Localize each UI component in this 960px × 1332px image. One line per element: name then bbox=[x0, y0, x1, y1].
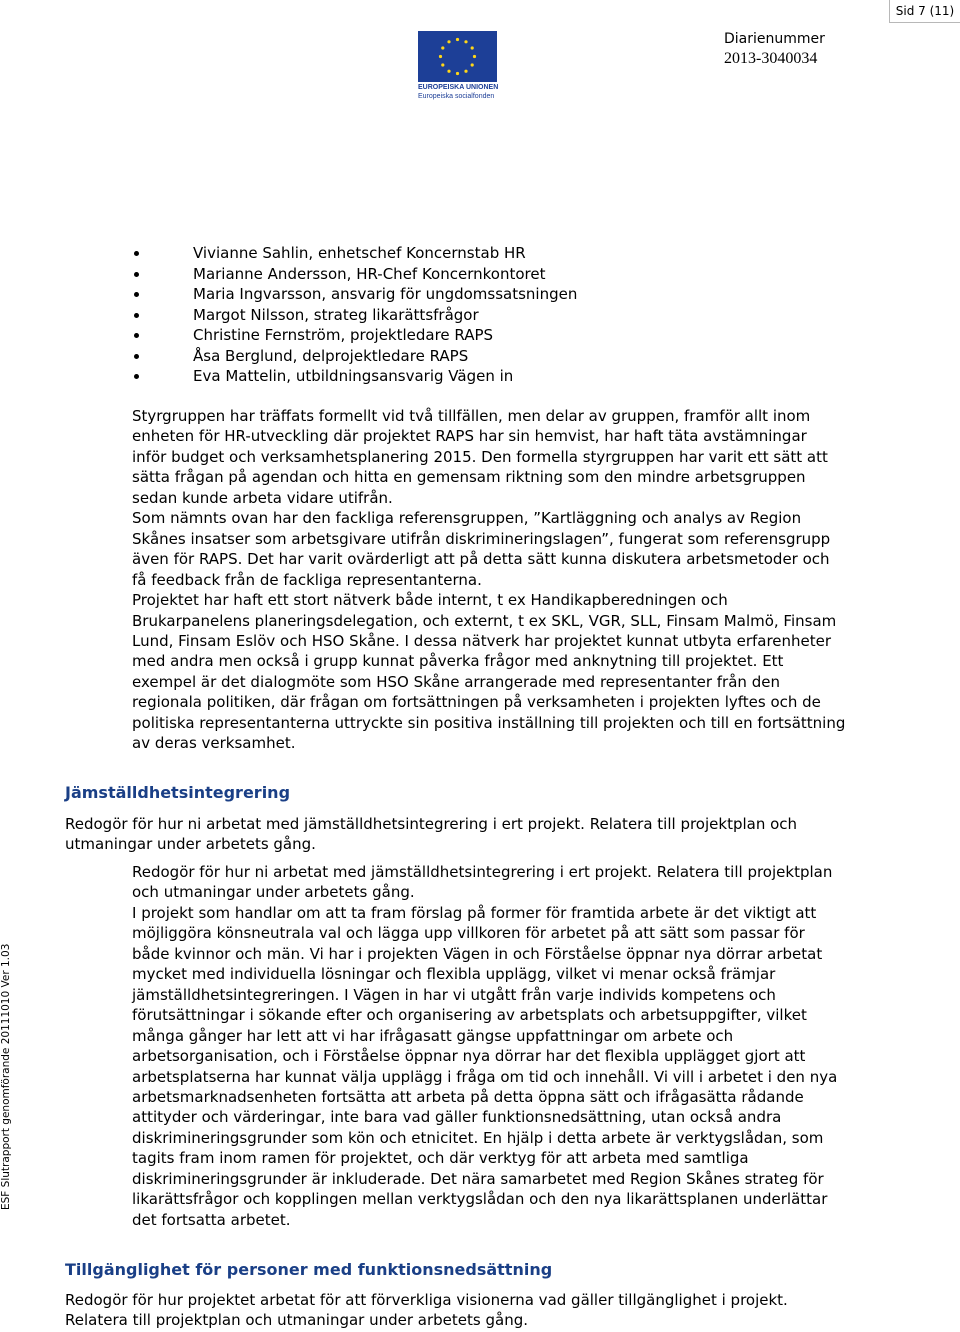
text-line: arbetsplatserna har kunnat välja upplägg i fråga om tid och innehåll. Vi vill i arbetet i den nya bbox=[132, 1067, 838, 1086]
bullet-icon bbox=[134, 354, 139, 359]
text-line: sätta frågan på agendan och hitta en gemensam riktning som den mindre arbetsgruppen bbox=[132, 468, 806, 487]
text-line: attityder och värderingar, inte bara vad gäller funktionsnedsättning, utan också andra bbox=[132, 1108, 782, 1127]
text-line: arbetsorganisation, och i Förståelse öppnar nya dörrar har det flexibla upplägget gjort att bbox=[132, 1047, 806, 1066]
list-item: Åsa Berglund, delprojektledare RAPS bbox=[132, 346, 577, 367]
text-line: arbetsmarknadsenheten fortsätta att arbeta på detta öppna sätt och ifrågasätta rådande bbox=[132, 1087, 804, 1106]
bullet-icon bbox=[134, 272, 139, 277]
list-item: Margot Nilsson, strateg likarättsfrågor bbox=[132, 305, 577, 326]
text-line: Brukarpanelens planeringsdelegation, och externt, t ex SKL, VGR, SLL, Finsam Malmö, Finsam bbox=[132, 611, 837, 630]
text-line: mycket med individuella lösningar och flexibla upplägg, vilket vi menar också främjar bbox=[132, 965, 776, 984]
text-line: politiska representanterna uttryckte sin positiva inställning till projekten och till en fortsättning bbox=[132, 713, 846, 732]
text-line: Redogör för hur ni arbetat med jämställdhetsintegrering i ert projekt. Relatera till projektplan och bbox=[65, 815, 798, 833]
eu-logo bbox=[418, 31, 498, 103]
text-line: förutsättningar i sökande efter och organisering av arbetsplats och arbetsuppgifter, vilket bbox=[132, 1006, 807, 1025]
text-line: Lund, Finsam Eslöv och HSO Skåne. I dessa nätverk har projektet kunnat utbyta erfarenheter bbox=[132, 631, 832, 650]
text-line: och utmaningar under arbetets gång. bbox=[132, 883, 415, 902]
list-item: Maria Ingvarsson, ansvarig för ungdomssatsningen bbox=[132, 284, 577, 305]
text-line: I projekt som handlar om att ta fram förslag på former för framtida arbete är det viktigt att bbox=[132, 903, 817, 922]
side-footer-text: ESF Slutrapport genomförande 20111010 Ver 1.03 bbox=[0, 943, 12, 1210]
text-line: regionala politiken, där frågan om fortsättningen på verksamheten i projekten lyftes och de bbox=[132, 693, 821, 712]
text-line: tagits fram inom ramen för projektet, och där verktyg för att arbeta med samtliga bbox=[132, 1149, 749, 1168]
list-item: Christine Fernström, projektledare RAPS bbox=[132, 325, 577, 346]
list-item: Eva Mattelin, utbildningsansvarig Vägen in bbox=[132, 366, 577, 387]
bullet-icon bbox=[134, 251, 139, 256]
list-item: Marianne Andersson, HR-Chef Koncernkontoret bbox=[132, 264, 577, 285]
text-line: enheten för HR-utveckling där projektet RAPS har sin hemvist, har haft täta avstämningar bbox=[132, 427, 807, 446]
text-line: jämställdhetsintegreringen. I Vägen in har vi utgått från varje individs kompetens och bbox=[132, 985, 776, 1004]
bullet-icon bbox=[134, 333, 139, 338]
heading-accessibility: Tillgänglighet för personer med funktionsnedsättning bbox=[65, 1260, 553, 1279]
accessibility-instruction bbox=[65, 1290, 788, 1331]
bullet-icon bbox=[134, 313, 139, 318]
text-line: Relatera till projektplan och utmaningar under arbetets gång. bbox=[65, 1311, 528, 1330]
diarie-label: Diarienummer bbox=[724, 31, 825, 47]
logo-line-1: EUROPEISKA UNIONEN bbox=[418, 84, 499, 91]
text-line: diskrimineringsgrunder är inkluderade. Det nära samarbetet med Region Skånes strateg för bbox=[132, 1169, 824, 1188]
text-line: utmaningar under arbetets gång. bbox=[65, 835, 316, 854]
text-line: möjliggöra könsneutrala val och lägga upp villkoren för arbetet på att sätt som passar för bbox=[132, 924, 805, 943]
page-number: Sid 7 (11) bbox=[889, 0, 960, 23]
text-line: få feedback från de fackliga representanterna. bbox=[132, 570, 482, 589]
gender-instruction bbox=[65, 814, 797, 855]
diarie-number: 2013-3040034 bbox=[724, 50, 818, 67]
text-line: Styrgruppen har träffats formellt vid två tillfällen, men delar av gruppen, framför allt inom bbox=[132, 407, 811, 425]
text-line: Som nämnts ovan har den fackliga referensgruppen, ”Kartläggning och analys av Region bbox=[132, 509, 802, 528]
steering-group-text bbox=[132, 406, 845, 754]
text-line: Skånes insatser som arbetsgivare utifrån diskrimineringslagen”, fungerat som referensgrupp bbox=[132, 529, 831, 548]
steering-group-list bbox=[132, 243, 577, 387]
text-line: Redogör för hur ni arbetat med jämställdhetsintegrering i ert projekt. Relatera till projektplan bbox=[132, 863, 833, 881]
text-line: med andra men också i grupp kunnat påverka frågor med anknytning till projektet. Ett bbox=[132, 652, 784, 671]
heading-gender-equality: Jämställdhetsintegrering bbox=[65, 783, 291, 802]
text-line: även för RAPS. Det har varit ovärderligt att på detta sätt kunna diskutera arbetsmetoder och bbox=[132, 550, 830, 569]
text-line: sedan kunde arbeta vidare utifrån. bbox=[132, 488, 393, 507]
eu-flag-icon bbox=[418, 31, 497, 82]
text-line: många gånger har lett att vi har ifrågasatt gängse uppfattningar om arbete och bbox=[132, 1026, 734, 1045]
text-line: exempel är det dialogmöte som HSO Skåne arrangerade med representanter från den bbox=[132, 672, 780, 691]
text-line: likarättsfrågor och kopplingen mellan verktygslådan och den nya likarättsplanen underlättar bbox=[132, 1190, 828, 1209]
text-line: diskrimineringsgrunder som kön och etnicitet. En hjälp i detta arbete är verktygslådan, som bbox=[132, 1128, 824, 1147]
text-line: inför budget och verksamhetsplanering 2015. Den formella styrgruppen har varit ett sätt att bbox=[132, 447, 828, 466]
bullet-icon bbox=[134, 292, 139, 297]
logo-line-2: Europeiska socialfonden bbox=[418, 93, 495, 100]
text-line: av deras verksamhet. bbox=[132, 734, 296, 753]
gender-answer bbox=[132, 862, 837, 1230]
list-item: Vivianne Sahlin, enhetschef Koncernstab HR bbox=[132, 243, 577, 264]
bullet-icon bbox=[134, 374, 139, 379]
side-footer bbox=[0, 943, 20, 1230]
text-line: det fortsatta arbetet. bbox=[132, 1210, 291, 1229]
text-line: både kvinnor och män. Vi har i projekten Vägen in och Förståelse öppnar nya dörrar arbetat bbox=[132, 944, 823, 963]
text-line: Redogör för hur projektet arbetat för att förverkliga visionerna vad gäller tillgänglighet i projekt. bbox=[65, 1291, 788, 1309]
text-line: Projektet har haft ett stort nätverk både internt, t ex Handikapberedningen och bbox=[132, 591, 728, 610]
